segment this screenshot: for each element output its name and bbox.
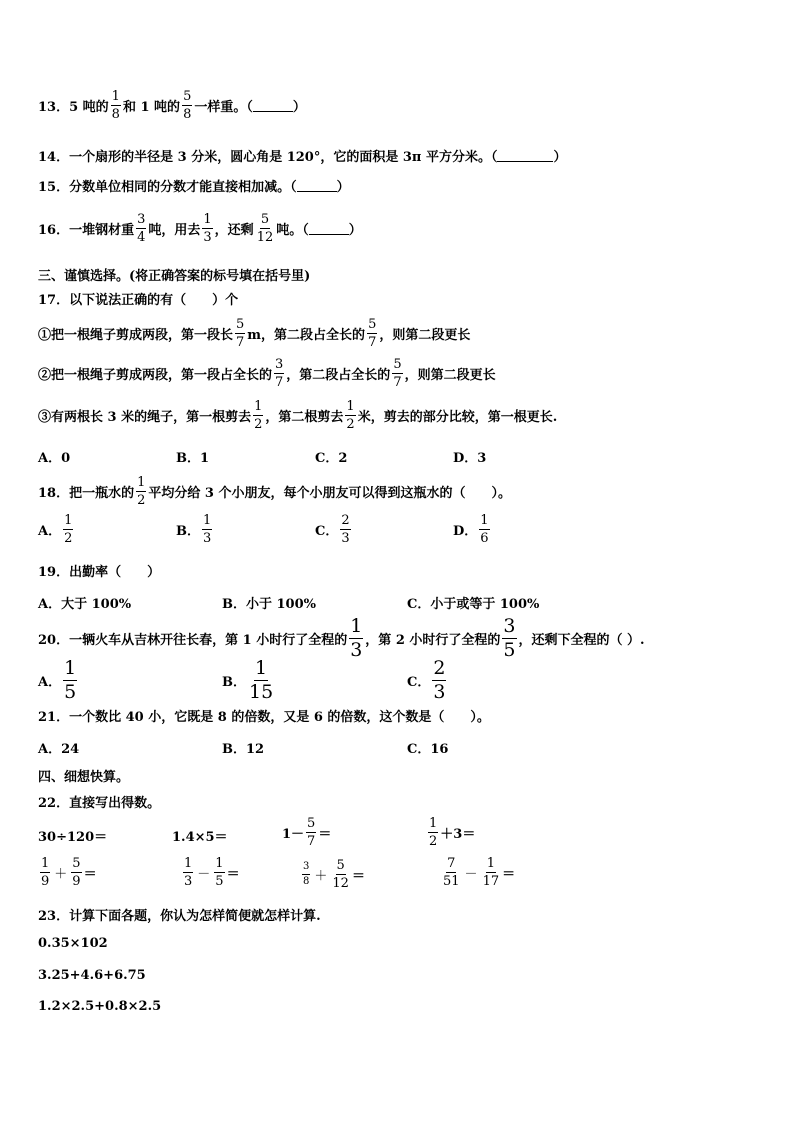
s1-unit: m，第二段占全长的 [247, 328, 366, 343]
fraction: $\frac{1}{2}$ [429, 816, 438, 849]
fraction: $\frac{2}{3}$ [341, 513, 350, 546]
q18-option-d[interactable]: D． $\frac{1}{6}$ [453, 513, 489, 546]
q20-pre: 20．一辆火车从吉林开往长春，第 1 小时行了全程的 [38, 633, 348, 648]
fraction: $\frac{1}{3}$ [184, 856, 193, 889]
fraction: $\frac{1}{9}$ [41, 856, 50, 889]
q13-text-mid: 和 1 吨的 [122, 100, 181, 115]
s1-pre: ①把一根绳子剪成两段，第一段长 [38, 328, 234, 343]
q18-post: 平均分给 3 个小朋友，每个小朋友可以得到这瓶水的（ ）。 [148, 486, 511, 501]
q16-text-pre: 16．一堆钢材重 [38, 223, 135, 238]
q17-option-d[interactable]: D．3 [453, 451, 487, 466]
fraction: $\frac{7}{51}$ [443, 856, 460, 889]
fraction: $\frac{1}{3}$ [203, 513, 212, 546]
question-23 [38, 905, 321, 924]
fraction: $\frac{5}{8}$ [183, 89, 192, 122]
q18-option-b[interactable]: B． $\frac{1}{3}$ [176, 513, 212, 546]
section-heading-4 [38, 766, 129, 785]
q16-text-mid2: ，还剩 [214, 223, 254, 238]
fraction: $\frac{5}{12}$ [332, 858, 349, 891]
q23-item-2: 3.25+4.6+6.75 [38, 968, 146, 983]
q20-post: ，还剩下全程的（ ）. [518, 633, 645, 648]
fraction: $\frac{1}{2}$ [64, 513, 73, 546]
calc-2: 1.4×5＝ [172, 830, 228, 845]
calc-6: $\frac{1}{3}$ － $\frac{1}{5}$ ＝ [184, 856, 240, 889]
fraction: $\frac{2}{3}$ [433, 657, 446, 703]
q20-mid: ，第 2 小时行了全程的 [365, 633, 501, 648]
q13-text-post: 一样重。（ [194, 100, 253, 115]
answer-blank[interactable] [497, 149, 553, 162]
fraction: $\frac{1}{3}$ [350, 615, 363, 661]
answer-blank[interactable] [297, 179, 337, 192]
fraction: $\frac{5}{12}$ [256, 212, 274, 245]
s3-mid: ，第二根剪去 [265, 410, 344, 425]
q19-stem: 19．出勤率（ ） [38, 565, 161, 580]
question-19 [38, 561, 160, 580]
q21-option-c[interactable]: C．16 [407, 742, 449, 757]
calc-5: $\frac{1}{9}$ ＋ $\frac{5}{9}$ ＝ [41, 856, 97, 889]
q20-option-c[interactable]: C． $\frac{2}{3}$ [407, 657, 446, 703]
q16-text-mid1: 吨，用去 [148, 223, 201, 238]
fraction: $\frac{5}{7}$ [236, 317, 245, 350]
s2-post: ，则第二段更长 [404, 368, 496, 383]
q16-text-post: 吨。（ [276, 223, 309, 238]
fraction: $\frac{1}{3}$ [203, 212, 212, 245]
fraction: $\frac{1}{2}$ [346, 399, 355, 432]
s2-mid: ，第二段占全长的 [286, 368, 391, 383]
question-18 [38, 476, 511, 507]
q14-text: 14．一个扇形的半径是 3 分米，圆心角是 120°，它的面积是 3π 平方分米。（ [38, 150, 498, 165]
q23-item-1: 0.35×102 [38, 936, 108, 951]
q19-option-a[interactable]: A．大于 100% [38, 597, 132, 612]
section-3-title: 三、谨慎选择。(将正确答案的标号填在括号里) [38, 269, 311, 284]
question-21 [38, 706, 490, 725]
fraction: $\frac{3}{8}$ [303, 861, 310, 887]
fraction: $\frac{5}{7}$ [368, 317, 377, 350]
fraction: $\frac{3}{4}$ [137, 212, 146, 245]
s2-pre: ②把一根绳子剪成两段，第一段占全长的 [38, 368, 273, 383]
question-14 [38, 146, 566, 165]
q15-text: 15．分数单位相同的分数才能直接相加减。（ [38, 180, 297, 195]
calc-3: 1－ $\frac{5}{7}$ ＝ [282, 816, 332, 849]
q20-option-a[interactable]: A． $\frac{1}{5}$ [38, 657, 77, 703]
fraction: $\frac{1}{5}$ [215, 856, 224, 889]
fraction: $\frac{3}{7}$ [275, 357, 284, 390]
calc-8: $\frac{7}{51}$ － $\frac{1}{17}$ ＝ [443, 856, 516, 889]
s1-post: ，则第二段更长 [379, 328, 471, 343]
q16-close: ） [348, 223, 362, 238]
q20-option-b[interactable]: B． $\frac{1}{15}$ [222, 657, 274, 703]
q22-stem: 22．直接写出得数。 [38, 796, 161, 811]
q15-close: ） [336, 180, 350, 195]
q19-option-c[interactable]: C．小于或等于 100% [407, 597, 540, 612]
q13-text-pre: 13．5 吨的 [38, 100, 109, 115]
question-13 [38, 90, 306, 121]
q17-option-c[interactable]: C．2 [315, 451, 348, 466]
answer-blank[interactable] [253, 99, 293, 112]
fraction: $\frac{5}{9}$ [72, 856, 81, 889]
fraction: $\frac{3}{5}$ [503, 615, 516, 661]
q13-close: ） [292, 100, 306, 115]
fraction: $\frac{1}{17}$ [482, 856, 500, 889]
question-22 [38, 792, 160, 811]
q17-stem: 17．以下说法正确的有（ ）个 [38, 293, 239, 308]
q21-option-a[interactable]: A．24 [38, 742, 80, 757]
answer-blank[interactable] [309, 222, 349, 235]
fraction: $\frac{5}{7}$ [307, 816, 316, 849]
fraction: $\frac{1}{15}$ [249, 657, 274, 703]
q18-pre: 18．把一瓶水的 [38, 486, 135, 501]
q17-option-a[interactable]: A．0 [38, 451, 71, 466]
section-heading-3 [38, 265, 310, 284]
section-4-title: 四、细想快算。 [38, 770, 130, 785]
s3-pre: ③有两根长 3 米的绳子，第一根剪去 [38, 410, 252, 425]
fraction: $\frac{5}{7}$ [393, 357, 402, 390]
fraction: $\frac{1}{6}$ [480, 513, 489, 546]
q18-option-a[interactable]: A． $\frac{1}{2}$ [38, 513, 73, 546]
fraction: $\frac{1}{2}$ [137, 475, 146, 508]
calc-4: $\frac{1}{2}$ ＋3＝ [429, 816, 476, 849]
s3-post: 米，剪去的部分比较，第一根更长. [357, 410, 558, 425]
q17-statement-1 [38, 318, 470, 349]
q18-option-c[interactable]: C． $\frac{2}{3}$ [315, 513, 350, 546]
q21-stem: 21．一个数比 40 小，它既是 8 的倍数，又是 6 的倍数，这个数是（ ）。 [38, 710, 490, 725]
q17-statement-2 [38, 358, 496, 389]
question-20 [38, 617, 645, 660]
q21-option-b[interactable]: B．12 [222, 742, 265, 757]
fraction: $\frac{1}{5}$ [64, 657, 77, 703]
question-16 [38, 213, 362, 244]
q23-stem: 23．计算下面各题，你认为怎样简便就怎样计算. [38, 909, 321, 924]
fraction: $\frac{1}{2}$ [254, 399, 263, 432]
question-15 [38, 176, 350, 195]
q23-item-3: 1.2×2.5+0.8×2.5 [38, 999, 162, 1014]
q17-option-b[interactable]: B．1 [176, 451, 210, 466]
question-17 [38, 289, 238, 308]
q17-statement-3 [38, 400, 557, 431]
q14-close: ） [553, 150, 567, 165]
calc-7: $\frac{3}{8}$ ＋ $\frac{5}{12}$ ＝ [303, 858, 365, 891]
calc-1: 30÷120＝ [38, 830, 108, 845]
fraction: $\frac{1}{8}$ [111, 89, 120, 122]
q19-option-b[interactable]: B．小于 100% [222, 597, 317, 612]
